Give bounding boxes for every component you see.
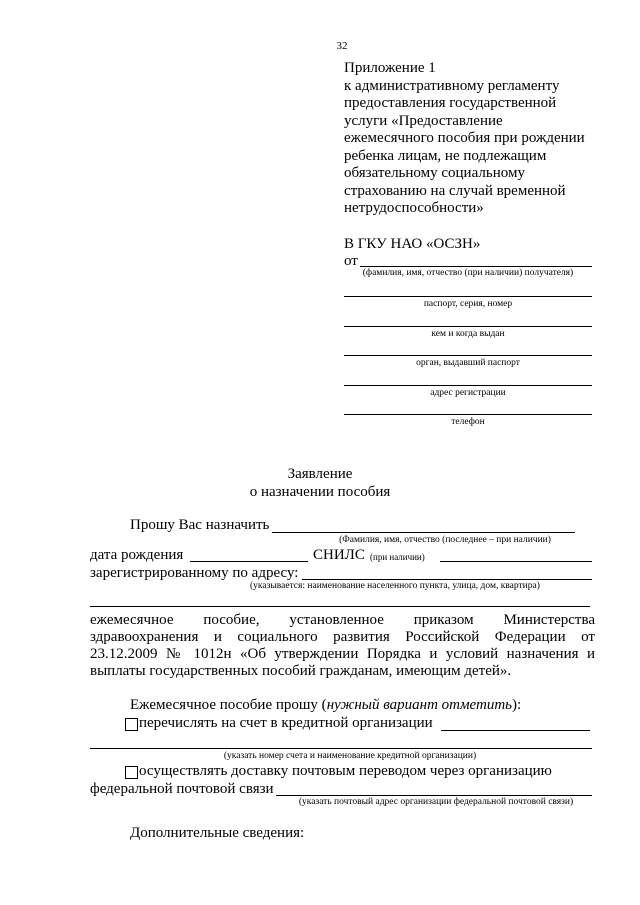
main-paragraph: ежемесячное пособие, установленное приказом Министерства здравоохранения и социального развития Российской Федерации от 23.12.2009 № 1012н «Об утверждении Порядка и условий назначения и выплаты государственных пособий гражданам, имеющим детей».: [90, 612, 595, 679]
snils-note: (при наличии): [370, 552, 425, 562]
additional-info-label: Дополнительные сведения:: [130, 825, 305, 841]
post-office-caption: (указать почтовый адрес организации федеральной почтовой связи): [298, 797, 574, 807]
address-field[interactable]: [344, 385, 592, 386]
snils-label: СНИЛС: [313, 547, 365, 563]
annex-block: [344, 60, 614, 218]
choose-prefix: Ежемесячное пособие прошу (: [130, 697, 327, 713]
birth-date-label: дата рождения: [90, 547, 184, 563]
registered-address-caption: (указывается: наименование населенного пункта, улица, дом, квартира): [250, 581, 540, 591]
choose-option-text: [130, 697, 521, 714]
choose-suffix: ):: [512, 697, 522, 713]
authority-field[interactable]: [344, 355, 592, 356]
annex-line: страхованию на случай временной: [344, 182, 566, 199]
bank-account-caption: (указать номер счета и наименование кредитной организации): [223, 751, 477, 761]
annex-line: услуги «Предоставление: [344, 112, 503, 129]
passport-field[interactable]: [344, 296, 592, 297]
issued-field[interactable]: [344, 326, 592, 327]
recipient-name-field[interactable]: [272, 532, 575, 533]
option-post-label: осуществлять доставку почтовым переводом через организацию: [139, 763, 552, 779]
addressee-to: В ГКУ НАО «ОСЗН»: [344, 236, 481, 252]
authority-caption: орган, выдавший паспорт: [416, 358, 520, 368]
issued-caption: кем и когда выдан: [431, 329, 505, 339]
recipient-name-caption: (Фамилия, имя, отчество (последнее – при наличии): [339, 535, 551, 545]
choose-italic: нужный вариант отметить: [326, 697, 513, 713]
option-bank-label: перечислять на счет в кредитной организации: [139, 715, 433, 731]
fio-field[interactable]: [360, 266, 592, 267]
annex-line: предоставления государственной: [344, 95, 557, 111]
annex-line: обязательному социальному: [344, 165, 525, 181]
page-number: 32: [336, 40, 348, 52]
bank-account-field[interactable]: [441, 730, 590, 731]
annex-line: ребенка лицам, не подлежащим: [344, 147, 547, 164]
passport-caption: паспорт, серия, номер: [423, 299, 513, 309]
post-office-field[interactable]: [276, 795, 592, 796]
option-post-checkbox[interactable]: [125, 766, 138, 779]
bank-account-field-2[interactable]: [90, 748, 592, 749]
phone-field[interactable]: [344, 414, 592, 415]
registered-address-field[interactable]: [302, 579, 592, 580]
document-subtitle: о назначении пособия: [249, 484, 391, 500]
option-post-label-cont: федеральной почтовой связи: [90, 781, 274, 797]
birth-date-field[interactable]: [190, 561, 308, 562]
request-label: Прошу Вас назначить: [130, 517, 270, 533]
annex-line: нетрудоспособности»: [344, 200, 484, 216]
address-caption: адрес регистрации: [430, 388, 506, 398]
option-bank-checkbox[interactable]: [125, 718, 138, 731]
document-title: Заявление: [287, 466, 353, 482]
snils-field[interactable]: [440, 561, 592, 562]
annex-line: к административному регламенту: [344, 77, 560, 94]
from-label: от: [344, 253, 358, 269]
fio-caption: (фамилия, имя, отчество (при наличии) получателя): [362, 268, 574, 278]
annex-line: ежемесячного пособия при рождении: [344, 130, 585, 146]
registered-address-field-2[interactable]: [90, 606, 590, 607]
phone-caption: телефон: [451, 417, 485, 427]
registered-label: зарегистрированному по адресу:: [90, 565, 299, 581]
annex-line: Приложение 1: [344, 60, 436, 76]
